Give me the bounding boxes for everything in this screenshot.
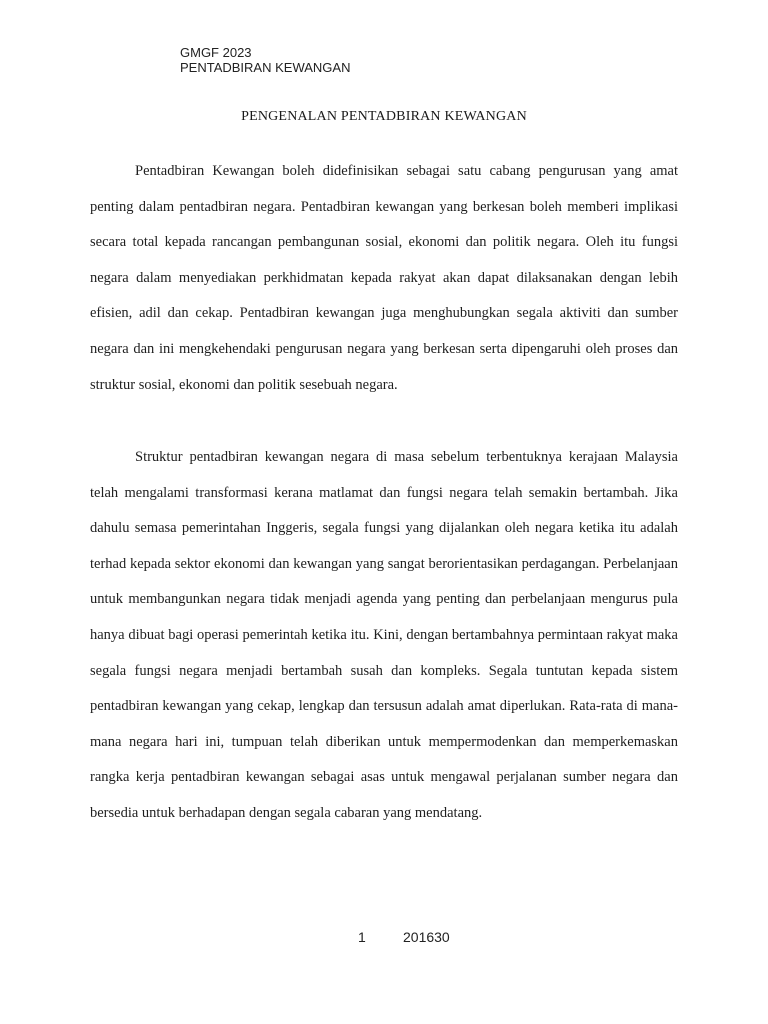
document-title: PENGENALAN PENTADBIRAN KEWANGAN bbox=[241, 109, 527, 124]
header-line-2: PENTADBIRAN KEWANGAN bbox=[180, 60, 351, 75]
paragraph-1: Pentadbiran Kewangan boleh didefinisikan sebagai satu cabang pengurusan yang amat penting dalam pentadbiran negara. Pentadbiran kewangan yang berkesan boleh memberi implikasi secara total kepada rancangan pembangunan sosial, ekonomi dan politik negara. Oleh itu fungsi negara dalam menyediakan perkhidmatan kepada rakyat akan dapat dilaksanakan dengan lebih efisien, adil dan cekap. Pentadbiran kewangan juga menghubungkan segala aktiviti dan sumber negara dan ini mengkehendaki pengurusan negara yang berkesan serta dipengaruhi oleh proses dan struktur sosial, ekonomi dan politik sesebuah negara. bbox=[90, 163, 678, 393]
footer-code: 201630 bbox=[403, 929, 450, 945]
page-number: 1 bbox=[358, 929, 366, 945]
document-header bbox=[180, 45, 350, 75]
paragraph-2: Struktur pentadbiran kewangan negara di masa sebelum terbentuknya kerajaan Malaysia telah mengalami transformasi kerana matlamat dan fungsi negara telah semakin bertambah. Jika dahulu semasa pemerintahan Inggeris, segala fungsi yang dijalankan oleh negara ketika itu adalah terhad kepada sektor ekonomi dan kewangan yang sangat berorientasikan perdagangan. Perbelanjaan untuk membangunkan negara tidak menjadi agenda yang penting dan perbelanjaan mengurus pula hanya dibuat bagi operasi pemerintah ketika itu. Kini, dengan bertambahnya permintaan rakyat maka segala fungsi negara menjadi bertambah susah dan kompleks. Segala tuntutan kepada sistem pentadbiran kewangan yang cekap, lengkap dan tersusun adalah amat diperlukan. Rata-rata di mana-mana negara hari ini, tumpuan telah diberikan untuk mempermodenkan dan memperkemaskan rangka kerja pentadbiran kewangan sebagai asas untuk mengawal perjalanan sumber negara dan bersedia untuk berhadapan dengan segala cabaran yang mendatang. bbox=[90, 449, 678, 821]
header-line-1: GMGF 2023 bbox=[180, 45, 252, 60]
